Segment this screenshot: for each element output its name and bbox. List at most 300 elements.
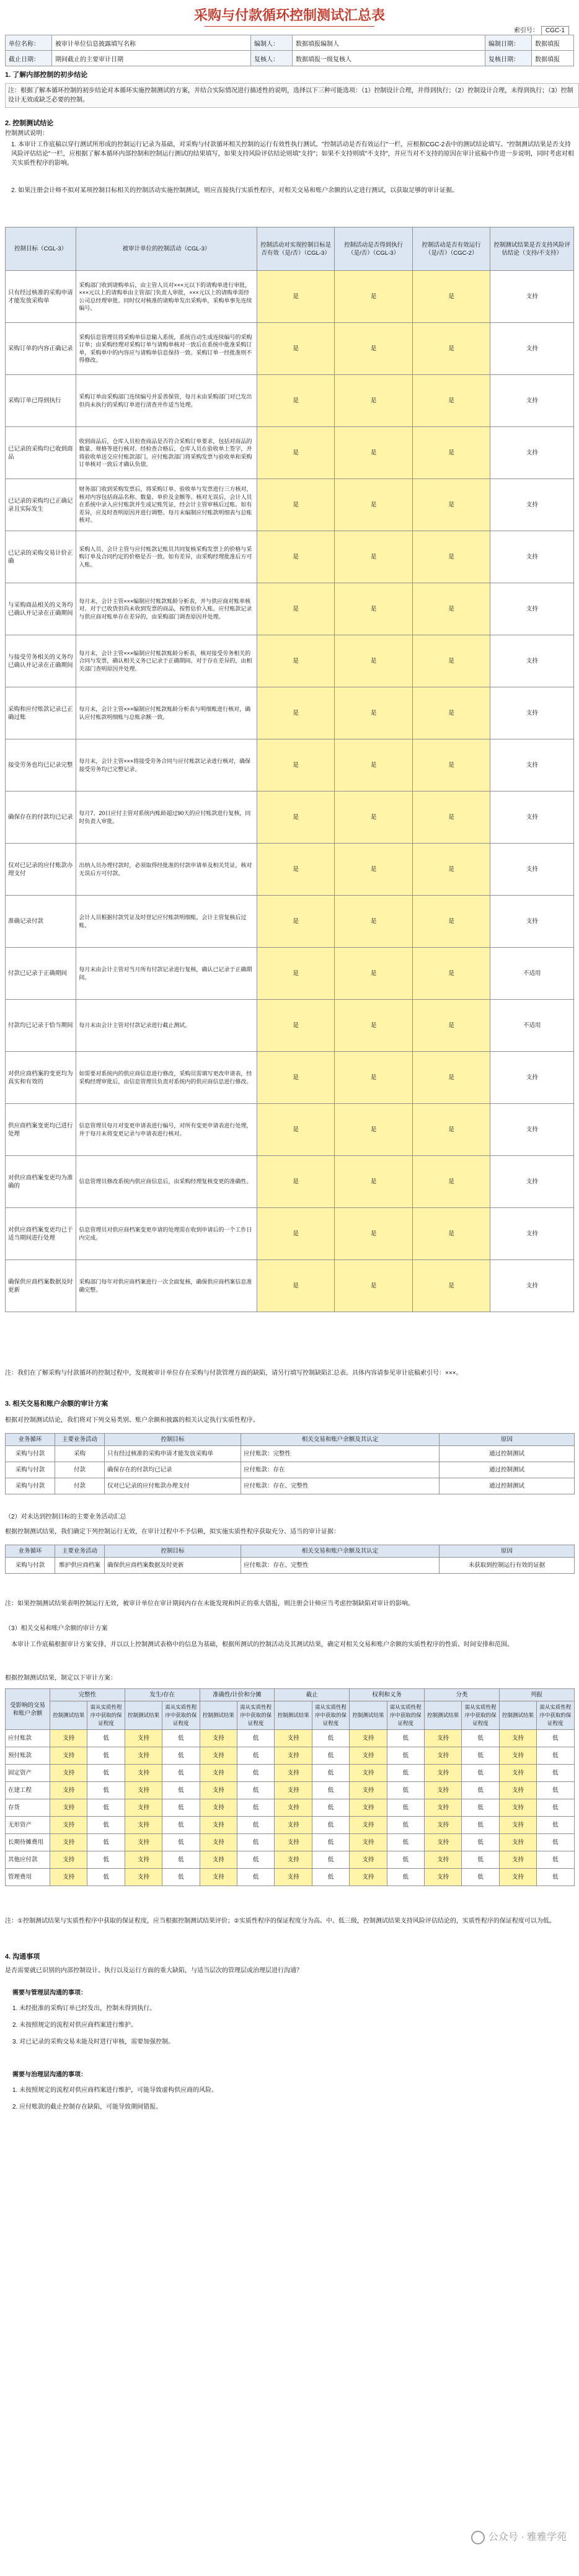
- section-1-title: 1. 了解内部控制的初步结论: [5, 71, 88, 79]
- table-row: [6, 948, 574, 1000]
- table-cell: 支持: [50, 1747, 87, 1765]
- design-effective-cell: 是: [257, 375, 335, 427]
- table-cell: 支持: [275, 1817, 312, 1834]
- table-cell: 低: [537, 1817, 574, 1834]
- table-cell: 低: [387, 1869, 424, 1886]
- table-row: [6, 1869, 575, 1886]
- column-subheader: 控制测试结果: [50, 1701, 87, 1730]
- table-row: [6, 1208, 574, 1260]
- table-cell: 低: [162, 1851, 200, 1869]
- table-cell: 低: [87, 1834, 125, 1851]
- table-cell: 支持: [275, 1765, 312, 1782]
- column-header: 控制测试结果是否支持风险评估结论（支持/不支持）: [490, 227, 574, 271]
- control-activity-cell: 采购人员、会计主管与应付账款记账员共同复核采购发票上的价格与采购订单及合同约定的价格是否一致。如有差异，由采购经理批准后方可入账。: [76, 531, 257, 583]
- table-cell: 低: [537, 1765, 574, 1782]
- implemented-cell: 是: [335, 792, 413, 844]
- table-cell: 支持: [350, 1765, 387, 1782]
- operating-effective-cell: 是: [412, 687, 490, 739]
- table-cell: 只有经过核准的采购申请才能发放采购单: [105, 1446, 241, 1462]
- table-row: [6, 1478, 575, 1494]
- implemented-cell: 是: [335, 948, 413, 1000]
- watermark: [471, 2529, 567, 2544]
- design-effective-cell: 是: [257, 739, 335, 792]
- table-cell: 低: [462, 1730, 499, 1747]
- design-effective-cell: 是: [257, 323, 335, 375]
- meta-label: 复核人：: [251, 51, 293, 66]
- table-cell: 低: [462, 1851, 499, 1869]
- control-activity-cell: 信息管理员对供应商档案变更申请的处理需在收到申请后的一个工作日内完成。: [76, 1208, 257, 1260]
- supports-conclusion-cell: 支持: [490, 635, 574, 687]
- table-cell: 支持: [200, 1851, 237, 1869]
- table-row: [6, 583, 574, 635]
- control-activity-cell: 每月末，会计主管×××将接受劳务合同与应付账款记录进行核对，确保接受劳务均已完整记录。: [76, 739, 257, 792]
- implemented-cell: 是: [335, 271, 413, 323]
- table-cell: 支持: [499, 1799, 536, 1817]
- table-row: [6, 687, 574, 739]
- operating-effective-cell: 是: [412, 792, 490, 844]
- section-3-sub-3-desc: 本审计工作底稿根据审计方案安排，并以以上控制测试表格中的信息为基础，根据所测试的控制活动及其测试结果，确定对相关交易和账户余额的实质性程序的性质、时间安排和范围。: [11, 1641, 513, 1648]
- meta-value: 数据填报: [532, 51, 574, 66]
- table-cell: 支持: [125, 1765, 162, 1782]
- table-cell: 支持: [125, 1782, 162, 1799]
- table-cell: 支持: [50, 1765, 87, 1782]
- table-cell: 维护供应商档案: [55, 1558, 105, 1574]
- table-cell: 支持: [125, 1747, 162, 1765]
- table-cell: 低: [462, 1834, 499, 1851]
- table-row: [6, 323, 574, 375]
- table-cell: 支持: [275, 1799, 312, 1817]
- table-row: [6, 479, 574, 531]
- control-activity-cell: 采购部门收到请购单后，由主管人员对×××元以下的请购单进行审批，×××元以上的请购单由主管部门负责人审批，×××元以上的请购单需经公司总经理审批。同时仅对核准的请购单发出采购单，采购单事先连续编号。: [76, 271, 257, 323]
- table-row: [6, 271, 574, 323]
- table-cell: 低: [462, 1799, 499, 1817]
- table-cell: 支持: [275, 1782, 312, 1799]
- column-header: 主要业务活动: [55, 1545, 105, 1558]
- ref-value: CGC-1: [541, 26, 569, 35]
- table-row: [6, 1834, 575, 1851]
- meta-table: [5, 35, 574, 66]
- implemented-cell: 是: [335, 635, 413, 687]
- table-cell: 支持: [499, 1730, 536, 1747]
- table-header-row: [6, 1689, 575, 1701]
- implemented-cell: 是: [335, 844, 413, 896]
- operating-effective-cell: 是: [412, 1000, 490, 1052]
- table-cell: 支持: [275, 1747, 312, 1765]
- table-cell: 低: [312, 1747, 349, 1765]
- table-cell: 低: [387, 1817, 424, 1834]
- table-cell: 低: [87, 1747, 125, 1765]
- design-effective-cell: 是: [257, 792, 335, 844]
- table-cell: 应付账款：存在、完整性: [241, 1478, 440, 1494]
- table-cell: 支持: [424, 1782, 461, 1799]
- control-objective-cell: 确保供应商档案数据及时更新: [6, 1260, 76, 1312]
- operating-effective-cell: 是: [412, 271, 490, 323]
- section-3-sub-3: （3）相关交易和账户余额的审计方案: [5, 1625, 108, 1632]
- table-cell: 低: [462, 1782, 499, 1799]
- control-activity-cell: 每月末，会计主管×××编制应付账款账龄分析表与明细账进行核对，确认应付账款明细账与总账余额一致。: [76, 687, 257, 739]
- table-cell: 支持: [125, 1799, 162, 1817]
- table-cell: 低: [87, 1782, 125, 1799]
- table-cell: 支持: [275, 1730, 312, 1747]
- table-cell: 低: [387, 1851, 424, 1869]
- list-item: 1. 未按照规定的流程对供应商档案进行维护，可能导致虚构供应商的风险。: [12, 2087, 218, 2094]
- control-activity-cell: 每月末由会计主管对当月所有付款记录进行复核，确认已记录于正确期间。: [76, 948, 257, 1000]
- account-name-cell: 预付账款: [6, 1747, 50, 1765]
- control-objective-cell: 与接受劳务相关的义务均已确认并记录在正确期间: [6, 635, 76, 687]
- implemented-cell: 是: [335, 427, 413, 479]
- table-row: [6, 896, 574, 948]
- mgmt-communication-title: 需要与管理层沟通的事项：: [12, 1990, 87, 1996]
- table-cell: 应付账款：完整性: [241, 1446, 440, 1462]
- column-subheader: 需从实质性程序中获取的保证程度: [162, 1701, 200, 1730]
- table-cell: 支持: [200, 1730, 237, 1747]
- table-row: [6, 1052, 574, 1104]
- section-3-sub-2: （2）对未达到控制目标的主要业务活动汇总: [5, 1514, 126, 1520]
- column-subheader: 控制测试结果: [125, 1701, 162, 1730]
- meta-value: 数据填报一级复核人: [293, 51, 485, 66]
- control-objective-cell: 采购订单的内容正确记录: [6, 323, 76, 375]
- table-row: [6, 1782, 575, 1799]
- table-cell: 采购与付款: [6, 1462, 55, 1478]
- table-cell: 支持: [200, 1782, 237, 1799]
- supports-conclusion-cell: 不适用: [490, 1000, 574, 1052]
- control-test-table: [5, 227, 574, 1312]
- table-cell: 采购与付款: [6, 1478, 55, 1494]
- supports-conclusion-cell: 支持: [490, 1208, 574, 1260]
- implemented-cell: 是: [335, 896, 413, 948]
- section-2-para-2: 2. 如果注册会计师不拟对某项控制目标相关的控制活动实施控制测试，则应直接执行实质性程序，对相关交易和账户余额的认定进行测试，以获取足够的审计证据。: [11, 187, 459, 194]
- table-cell: 低: [162, 1782, 200, 1799]
- column-header: 控制目标（CGL-3）: [6, 227, 76, 271]
- table-row: [6, 1446, 575, 1462]
- table-cell: 支持: [50, 1730, 87, 1747]
- main-table-note: 注：我们在了解采购与付款循环的控制过程中，发现被审计单位存在采购与付款管理方面的缺陷，请另行填写控制缺陷汇总表。具体内容请参见审计底稿索引号：×××。: [5, 1370, 462, 1377]
- table-cell: 低: [237, 1834, 274, 1851]
- table-cell: 低: [87, 1869, 125, 1886]
- table-cell: 低: [462, 1765, 499, 1782]
- table-cell: 低: [312, 1730, 349, 1747]
- design-effective-cell: 是: [257, 427, 335, 479]
- table-cell: 低: [312, 1851, 349, 1869]
- account-name-cell: 在建工程: [6, 1782, 50, 1799]
- design-effective-cell: 是: [257, 1052, 335, 1104]
- list-item: 1. 未经批准的采购订单已经发出，控制未得到执行。: [12, 2005, 156, 2012]
- meta-label: 单位名称：: [6, 35, 52, 51]
- column-header: 控制活动是否得到执行（是/否）（CGL-3）: [335, 227, 413, 271]
- control-activity-cell: 财务部门收到采购发票后，将采购订单、验收单与发票进行三方核对，核对内容包括商品名称、数量、单价及金额等。核对无误后，会计人员在系统中录入应付账款并生成记账凭证，经会计主管审核后过账。如有差异，应及时查明原因并进行调整。每月末编制应付账款明细表与总账核对。: [76, 479, 257, 531]
- column-subheader: 控制测试结果: [200, 1701, 237, 1730]
- column-header: 被审计单位的控制活动（CGL-3）: [76, 227, 257, 271]
- meta-row: [6, 35, 574, 51]
- table-row: [6, 1462, 575, 1478]
- control-activity-cell: 每月末，会计主管×××编制应付账款账龄分析表，核对接受劳务相关的合同与发票，确认相关义务已记录于正确期间。对于存在差异的，由相关部门查明原因并处理。: [76, 635, 257, 687]
- table-row: [6, 1730, 575, 1747]
- table-cell: 支持: [499, 1782, 536, 1799]
- meta-label: 编制日期：: [485, 35, 532, 51]
- column-header: 受影响的交易和账户余额: [6, 1689, 50, 1730]
- control-objective-cell: 准确记录付款: [6, 896, 76, 948]
- supports-conclusion-cell: 支持: [490, 531, 574, 583]
- table-cell: 低: [312, 1834, 349, 1851]
- implemented-cell: 是: [335, 1208, 413, 1260]
- table-cell: 支持: [424, 1869, 461, 1886]
- column-header: 截止: [275, 1689, 350, 1701]
- gov-communication: [12, 2070, 570, 2112]
- operating-effective-cell: 是: [412, 1052, 490, 1104]
- control-objective-cell: 只有经过核准的采购申请才能发放采购单: [6, 271, 76, 323]
- table-cell: 支持: [200, 1834, 237, 1851]
- operating-effective-cell: 是: [412, 583, 490, 635]
- supports-conclusion-cell: 支持: [490, 583, 574, 635]
- meta-value: 数据填报: [532, 35, 574, 51]
- operating-effective-cell: 是: [412, 323, 490, 375]
- table-cell: 支持: [350, 1851, 387, 1869]
- table-cell: 低: [87, 1730, 125, 1747]
- operating-effective-cell: 是: [412, 479, 490, 531]
- design-effective-cell: 是: [257, 271, 335, 323]
- column-header: 分类: [424, 1689, 499, 1701]
- section-3-note-2: 注：如果控制测试结果表明控制运行无效，被审计单位在审计期间内存在未能发现和纠正的重大错报，则注册会计师应当考虑控制缺陷对审计的影响。: [5, 1600, 414, 1607]
- control-activity-cell: 每月7、20日应付主管对系统内账龄超过90天的应付账款进行复核，同时负责人审批。: [76, 792, 257, 844]
- table-cell: 支持: [350, 1730, 387, 1747]
- table-cell: 低: [387, 1834, 424, 1851]
- table-cell: 低: [237, 1730, 274, 1747]
- column-subheader: 控制测试结果: [424, 1701, 461, 1730]
- ineffective-controls-table: [5, 1545, 575, 1574]
- table-cell: 支持: [350, 1869, 387, 1886]
- table-row: [6, 427, 574, 479]
- table-cell: 支持: [424, 1799, 461, 1817]
- table-cell: 通过控制测试: [440, 1478, 575, 1494]
- table-cell: 支持: [200, 1765, 237, 1782]
- table-cell: 低: [462, 1817, 499, 1834]
- implemented-cell: 是: [335, 1156, 413, 1208]
- supports-conclusion-cell: 支持: [490, 271, 574, 323]
- control-activity-cell: 信息管理员修改系统内供应商信息后，由采购经理复核变更的准确性。: [76, 1156, 257, 1208]
- table-header-row: [6, 1545, 575, 1558]
- table-cell: 低: [387, 1799, 424, 1817]
- table-cell: 支持: [424, 1817, 461, 1834]
- supports-conclusion-cell: 支持: [490, 739, 574, 792]
- implemented-cell: 是: [335, 375, 413, 427]
- table-row: [6, 1851, 575, 1869]
- design-effective-cell: 是: [257, 948, 335, 1000]
- table-cell: 低: [237, 1782, 274, 1799]
- account-name-cell: 固定资产: [6, 1765, 50, 1782]
- table-cell: 支持: [424, 1851, 461, 1869]
- table-cell: 支持: [200, 1747, 237, 1765]
- implemented-cell: 是: [335, 1260, 413, 1312]
- table-cell: 支持: [499, 1851, 536, 1869]
- meta-value: 被审计单位信息披露填写名称: [52, 35, 251, 51]
- meta-row: [6, 51, 574, 66]
- table-cell: 低: [537, 1747, 574, 1765]
- table-cell: 低: [87, 1765, 125, 1782]
- implemented-cell: 是: [335, 1104, 413, 1156]
- table-cell: 低: [312, 1869, 349, 1886]
- column-header: 原因: [440, 1545, 575, 1558]
- page-title: 采购与付款循环控制测试汇总表: [193, 7, 385, 23]
- table-row: [6, 375, 574, 427]
- operating-effective-cell: 是: [412, 948, 490, 1000]
- table-cell: 支持: [499, 1834, 536, 1851]
- meta-label: 复核日期：: [485, 51, 532, 66]
- control-activity-cell: 每月末由会计主管对付款记录进行截止测试。: [76, 1000, 257, 1052]
- table-cell: 低: [387, 1730, 424, 1747]
- column-header: 控制目标: [105, 1434, 241, 1446]
- table-cell: 支持: [125, 1869, 162, 1886]
- table-cell: 支持: [424, 1747, 461, 1765]
- wechat-icon: [471, 2531, 485, 2544]
- control-activity-cell: 采购部门每年对供应商档案进行一次全面复核，确保供应商档案信息准确完整。: [76, 1260, 257, 1312]
- section-4-question: 是否需要就已识别的内部控制设计、执行以及运行方面的重大缺陷，与适当层次的管理层或治理层进行沟通？: [5, 1967, 303, 1974]
- implemented-cell: 是: [335, 531, 413, 583]
- control-activity-cell: 会计人员根据付款凭证及时登记应付账款明细账，会计主管复核后过账。: [76, 896, 257, 948]
- account-name-cell: 其他应付款: [6, 1851, 50, 1869]
- table-cell: 低: [312, 1765, 349, 1782]
- table-row: [6, 635, 574, 687]
- control-activity-cell: 收到商品后，仓库人员检查商品是否符合采购订单要求，包括对商品的数量、规格等进行核对。经检查合格后，仓库人员在验收单上签字，并将验收单送交应付账款部门。应付账款部门将采购发票与验收单和采购订单核对一致后才确认负债。: [76, 427, 257, 479]
- design-effective-cell: 是: [257, 844, 335, 896]
- table-header-row: [6, 227, 574, 271]
- control-activity-cell: 信息管理员每月对变更申请表进行编号，对所有变更申请表进行处理，并于每月末将变更记录与申请表进行核对。: [76, 1104, 257, 1156]
- column-header: 权利和义务: [350, 1689, 425, 1701]
- table-cell: 支持: [350, 1817, 387, 1834]
- operating-effective-cell: 是: [412, 1104, 490, 1156]
- ref-label: 索引号：: [513, 27, 539, 34]
- supports-conclusion-cell: 支持: [490, 1260, 574, 1312]
- table-header-row: [6, 1434, 575, 1446]
- table-cell: 低: [312, 1799, 349, 1817]
- list-item: 2. 应付账款的截止控制存在缺陷，可能导致期间错报。: [12, 2104, 162, 2111]
- column-header: 控制活动对实现控制目标是否有效（是/否）（CGL-3）: [257, 227, 335, 271]
- control-objective-cell: 确保存在的付款均已记录: [6, 792, 76, 844]
- column-subheader: 需从实质性程序中获取的保证程度: [537, 1701, 574, 1730]
- design-effective-cell: 是: [257, 635, 335, 687]
- table-row: [6, 1000, 574, 1052]
- table-cell: 支持: [499, 1747, 536, 1765]
- supports-conclusion-cell: 支持: [490, 375, 574, 427]
- column-subheader: 需从实质性程序中获取的保证程度: [462, 1701, 499, 1730]
- table-cell: 支持: [350, 1799, 387, 1817]
- control-activity-cell: 出纳人员办理付款时，必须取得经批准的付款申请单及相关凭证，核对无误后方可付款。: [76, 844, 257, 896]
- implemented-cell: 是: [335, 323, 413, 375]
- control-objective-cell: 采购和应付账款记录已正确过账: [6, 687, 76, 739]
- table-row: [6, 1558, 575, 1574]
- table-cell: 低: [387, 1782, 424, 1799]
- meta-value: 数据填报编制人: [293, 35, 485, 51]
- table-subheader-row: [6, 1701, 575, 1730]
- control-objective-cell: 对供应商档案变更均已于适当期间进行处理: [6, 1208, 76, 1260]
- table-cell: 低: [387, 1747, 424, 1765]
- column-header: 业务循环: [6, 1545, 55, 1558]
- table-cell: 采购与付款: [6, 1446, 55, 1462]
- section-3-sub-2-intro: 根据控制测试结果，我们确定下列控制运行无效，在审计过程中不予信赖，拟实施实质性程序获取充分、适当的审计证据：: [5, 1528, 340, 1535]
- column-header: 发生/存在: [125, 1689, 200, 1701]
- table-cell: 支持: [200, 1799, 237, 1817]
- table-cell: 支持: [499, 1817, 536, 1834]
- control-objective-cell: 付款均已记录于恰当期间: [6, 1000, 76, 1052]
- table-cell: 付款: [55, 1462, 105, 1478]
- operating-effective-cell: 是: [412, 531, 490, 583]
- watermark-text: 公众号 · 雅雅学苑: [488, 2532, 567, 2543]
- account-name-cell: 管理费用: [6, 1869, 50, 1886]
- table-cell: 低: [312, 1817, 349, 1834]
- table-cell: 低: [537, 1782, 574, 1799]
- reference-box: [514, 25, 569, 35]
- table-cell: 低: [537, 1799, 574, 1817]
- table-cell: 低: [462, 1869, 499, 1886]
- column-header: 原因: [440, 1434, 575, 1446]
- design-effective-cell: 是: [257, 687, 335, 739]
- table-cell: 支持: [200, 1817, 237, 1834]
- table-cell: 低: [162, 1817, 200, 1834]
- table-cell: 未获取到控制运行有效的证据: [440, 1558, 575, 1574]
- list-item: 2. 未按照规定的流程对供应商档案进行维护。: [12, 2022, 138, 2029]
- control-activity-cell: 采购订单由采购部门连续编号并妥善保管，每月末由采购部门对已发出但尚未执行的采购订单进行清查并作适当处理。: [76, 375, 257, 427]
- implemented-cell: 是: [335, 1052, 413, 1104]
- gov-communication-title: 需要与治理层沟通的事项：: [12, 2071, 87, 2078]
- table-cell: 低: [237, 1799, 274, 1817]
- table-row: [6, 1765, 575, 1782]
- section-3-title: 3. 相关交易和账户余额的审计方案: [5, 1400, 108, 1408]
- table-cell: 支持: [50, 1782, 87, 1799]
- table-cell: 低: [162, 1730, 200, 1747]
- supports-conclusion-cell: 支持: [490, 792, 574, 844]
- column-header: 控制活动是否有效运行（是/否）（CGC-2）: [412, 227, 490, 271]
- table-cell: 支持: [200, 1869, 237, 1886]
- account-name-cell: 长期待摊费用: [6, 1834, 50, 1851]
- design-effective-cell: 是: [257, 479, 335, 531]
- column-header: 控制目标: [105, 1545, 241, 1558]
- table-row: [6, 792, 574, 844]
- table-cell: 支持: [50, 1851, 87, 1869]
- operating-effective-cell: 是: [412, 1260, 490, 1312]
- table-cell: 低: [237, 1869, 274, 1886]
- control-objective-cell: 仅对已记录的应付账款办理支付: [6, 844, 76, 896]
- table-cell: 低: [462, 1747, 499, 1765]
- control-objective-cell: 已记录的采购交易计价正确: [6, 531, 76, 583]
- table-cell: 低: [87, 1817, 125, 1834]
- operating-effective-cell: 是: [412, 896, 490, 948]
- table-cell: 低: [537, 1851, 574, 1869]
- table-cell: 支持: [424, 1834, 461, 1851]
- account-name-cell: 无形资产: [6, 1817, 50, 1834]
- table-cell: 低: [87, 1799, 125, 1817]
- supports-conclusion-cell: 支持: [490, 844, 574, 896]
- column-header: 列报: [499, 1689, 574, 1701]
- table-cell: 低: [537, 1869, 574, 1886]
- implemented-cell: 是: [335, 739, 413, 792]
- substantive-plan-table: [5, 1688, 575, 1886]
- design-effective-cell: 是: [257, 1104, 335, 1156]
- table-row: [6, 531, 574, 583]
- supports-conclusion-cell: 支持: [490, 479, 574, 531]
- column-subheader: 控制测试结果: [499, 1701, 536, 1730]
- table-cell: 支持: [499, 1765, 536, 1782]
- account-plan-table: [5, 1433, 575, 1494]
- table-cell: 采购: [55, 1446, 105, 1462]
- table-cell: 低: [237, 1747, 274, 1765]
- table-cell: 低: [162, 1765, 200, 1782]
- table-cell: 应付账款：存在、完整性: [241, 1558, 440, 1574]
- operating-effective-cell: 是: [412, 427, 490, 479]
- table-cell: 支持: [275, 1869, 312, 1886]
- table-row: [6, 1747, 575, 1765]
- implemented-cell: 是: [335, 479, 413, 531]
- table-row: [6, 1104, 574, 1156]
- section-2-label: 控制测试说明：: [5, 130, 48, 137]
